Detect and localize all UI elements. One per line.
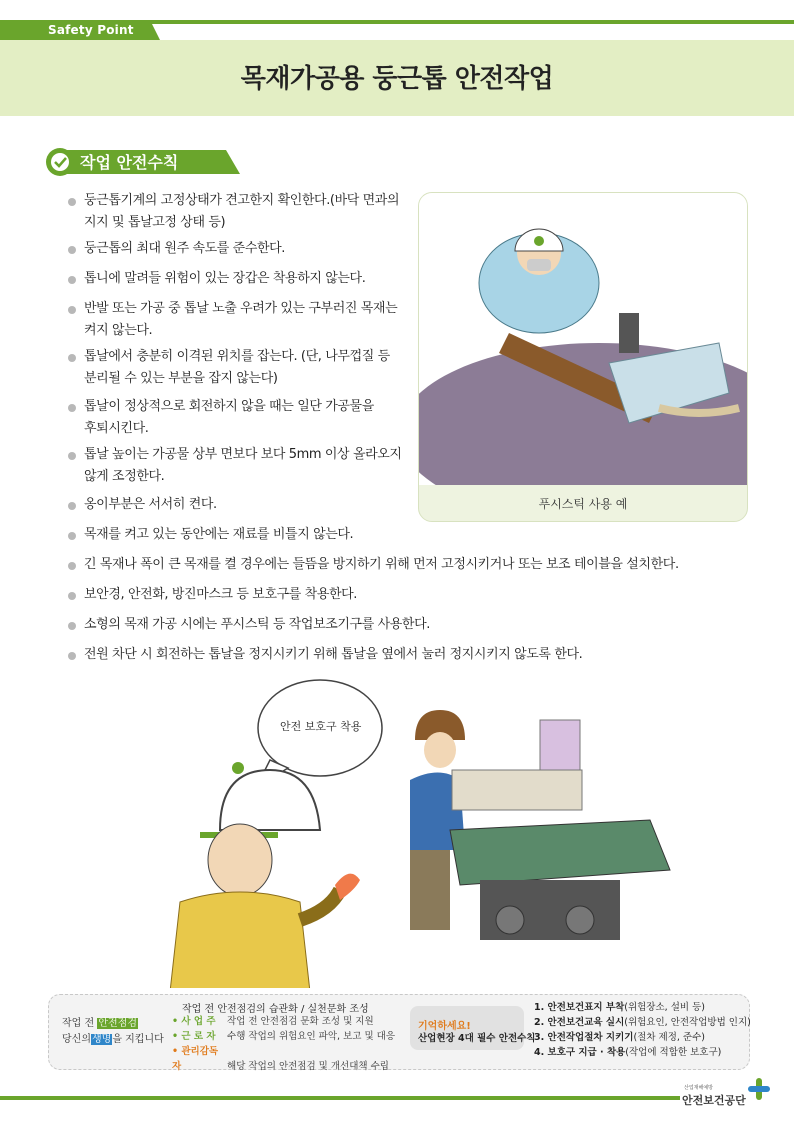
page-title: 목재가공용 둥근톱 안전작업 — [240, 64, 554, 94]
list-item: 전원 차단 시 회전하는 톱날을 정지시키기 위해 톱날을 옆에서 눌러 정지시키지 않도록 한다. — [68, 644, 582, 666]
list-item: 긴 목재나 폭이 큰 목재를 켤 경우에는 들뜸을 방지하기 위해 먼저 고정시키거나 또는 보조 테이블을 설치한다. — [68, 554, 679, 576]
list-item: 2. 안전보건교육 실시(위험요인, 안전작업방법 인지) — [534, 1017, 751, 1028]
remember-title: 산업현장 4대 필수 안전수칙 — [418, 1033, 536, 1044]
list-item: 보안경, 안전화, 방진마스크 등 보호구를 착용한다. — [68, 584, 357, 606]
list-item: 톱날 높이는 가공물 상부 면보다 보다 5mm 이상 올라오지 않게 조정한다. — [68, 444, 402, 488]
list-item: 반발 또는 가공 중 톱날 노출 우려가 있는 구부러진 목재는 켜지 않는다. — [68, 298, 397, 342]
workers-illustration — [160, 670, 680, 988]
list-item: 목재를 켜고 있는 동안에는 재료를 비틀지 않는다. — [68, 524, 353, 546]
culture-row: • 사 업 주 작업 전 안전점검 문화 조성 및 지원 — [172, 1016, 374, 1027]
org-logo-icon — [748, 1078, 770, 1100]
pushstick-illustration — [419, 193, 747, 485]
pushstick-photo-card — [418, 192, 748, 522]
culture-row: • 관리감독자 해당 작업의 안전점검 및 개선대책 수립 — [172, 1046, 389, 1072]
culture-row: • 근 로 자 수행 작업의 위험요인 파악, 보고 및 대응 — [172, 1031, 396, 1042]
list-item: 3. 안전작업절차 지키기(절차 제정, 준수) — [534, 1032, 705, 1043]
list-item: 톱날이 정상적으로 회전하지 않을 때는 일단 가공물을 후퇴시킨다. — [68, 396, 374, 440]
list-item: 소형의 목재 가공 시에는 푸시스틱 등 작업보조기구를 사용한다. — [68, 614, 430, 636]
list-item: 톱날에서 충분히 이격된 위치를 잡는다. (단, 나무껍질 등 분리될 수 있는 부분을 잡지 않는다) — [68, 346, 390, 390]
section-label: 작업 안전수칙 — [80, 153, 179, 172]
footer-rule — [0, 1096, 680, 1100]
remember-label: 기억하세요! — [418, 1021, 471, 1032]
list-item: 둥근톱의 최대 원주 속도를 준수한다. — [68, 238, 285, 260]
culture-rows — [172, 1014, 395, 1074]
org-name: 안전보건공단 — [682, 1094, 746, 1107]
photo-caption: 푸시스틱 사용 예 — [538, 497, 628, 511]
list-item: 톱니에 말려들 위험이 있는 장갑은 착용하지 않는다. — [68, 268, 365, 290]
four-rules-checklist — [534, 1000, 751, 1060]
slogan: 작업 전 안전점검 당신의생명을 지킵니다 — [62, 1018, 164, 1045]
list-item: 4. 보호구 지급 · 착용(작업에 적합한 보호구) — [534, 1047, 722, 1058]
list-item: 둥근톱기계의 고정상태가 견고한지 확인한다.(바닥 면과의 지지 및 톱날고정 상태 등) — [68, 190, 399, 234]
speech-bubble-text: 안전 보호구 착용 — [280, 720, 362, 733]
culture-title: 작업 전 안전점검의 습관화 / 실천문화 조성 — [182, 1004, 369, 1015]
org-tagline: 산업재해예방 — [684, 1085, 713, 1091]
list-item: 1. 안전보건표지 부착(위험장소, 설비 등) — [534, 1002, 705, 1013]
list-item: 옹이부분은 서서히 켠다. — [68, 494, 217, 516]
safety-point-tag: Safety Point — [48, 23, 134, 37]
